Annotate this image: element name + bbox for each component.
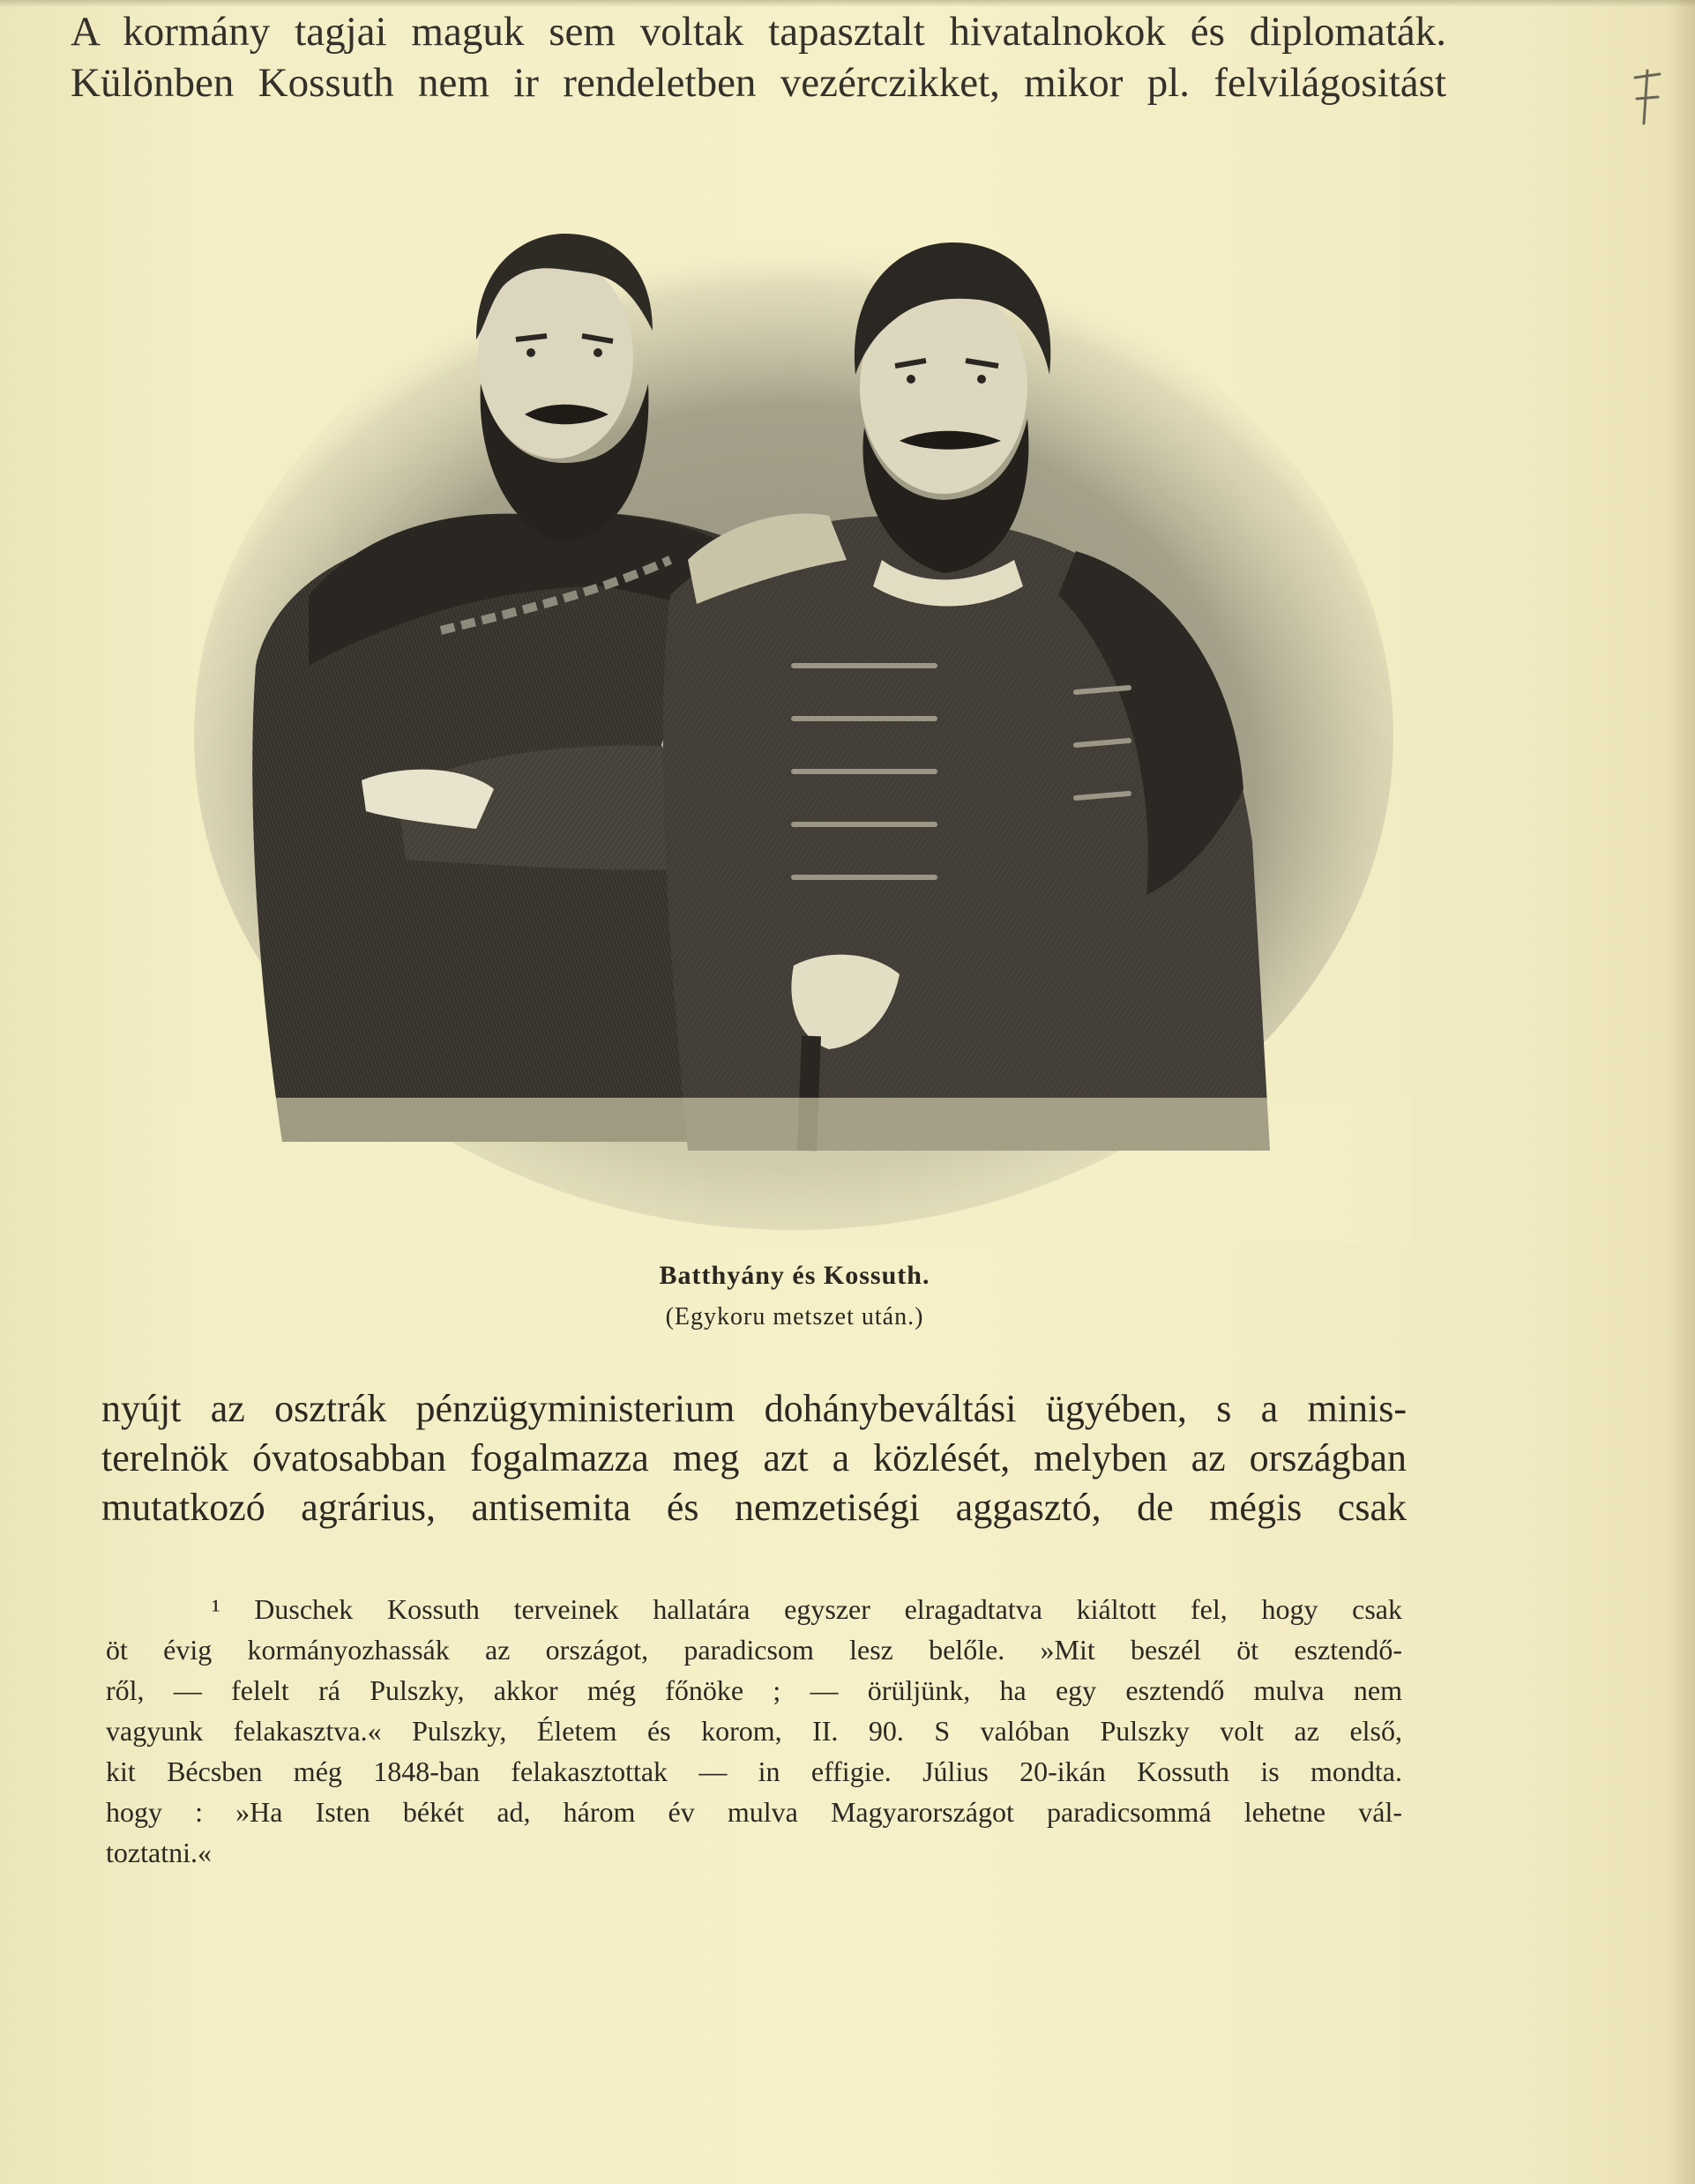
footnote-line: kit Bécsben még 1848-ban felakasztottak — in effigie. Július 20-ikán Kossuth is mondta. [106, 1755, 1402, 1787]
footnote-line: ről, — felelt rá Pulszky, akkor még főnöke ; — örüljünk, ha egy esztendő mulva nem [106, 1674, 1402, 1706]
footnote-line: öt évig kormányozhassák az országot, paradicsom lesz belőle. »Mit beszél öt esztendő- [106, 1634, 1402, 1666]
paragraph-line: terelnök óvatosabban fogalmazza meg azt a közlését, melyben az országban [101, 1436, 1407, 1480]
footnote [106, 1589, 1402, 1873]
top-text-line-1: A kormány tagjai maguk sem voltak tapasztalt hivatalnokok és diplomaták. [71, 9, 1446, 55]
footnote-line: toztatni.« [106, 1837, 212, 1868]
engraving-portrait [176, 172, 1411, 1243]
page-top-edge [0, 0, 1695, 7]
paragraph-line: nyújt az osztrák pénzügyministerium dohánybeváltási ügyében, s a minis- [101, 1387, 1407, 1430]
page-right-shadow [1669, 0, 1695, 2184]
footnote-line: vagyunk felakasztva.« Pulszky, Életem és korom, II. 90. S valóban Pulszky volt az első, [106, 1715, 1402, 1747]
figure-caption-title: Batthyány és Kossuth. [659, 1261, 930, 1290]
figure-caption-subtitle: (Egykoru metszet után.) [665, 1303, 924, 1331]
body-paragraph [101, 1384, 1407, 1532]
margin-page-number-mark [1630, 62, 1665, 132]
footnote-line: hogy : »Ha Isten békét ad, három év mulva Magyarországot paradicsommá lehetne vál- [106, 1796, 1402, 1828]
footnote-line: ¹ Duschek Kossuth terveinek hallatára egyszer elragadtatva kiáltott fel, hogy csak [212, 1593, 1402, 1625]
top-text-line-2: Különben Kossuth nem ir rendeletben vezérczikket, mikor pl. felvilágositást [71, 60, 1446, 106]
paragraph-line: mutatkozó agrárius, antisemita és nemzetiségi aggasztó, de mégis csak [101, 1486, 1407, 1529]
